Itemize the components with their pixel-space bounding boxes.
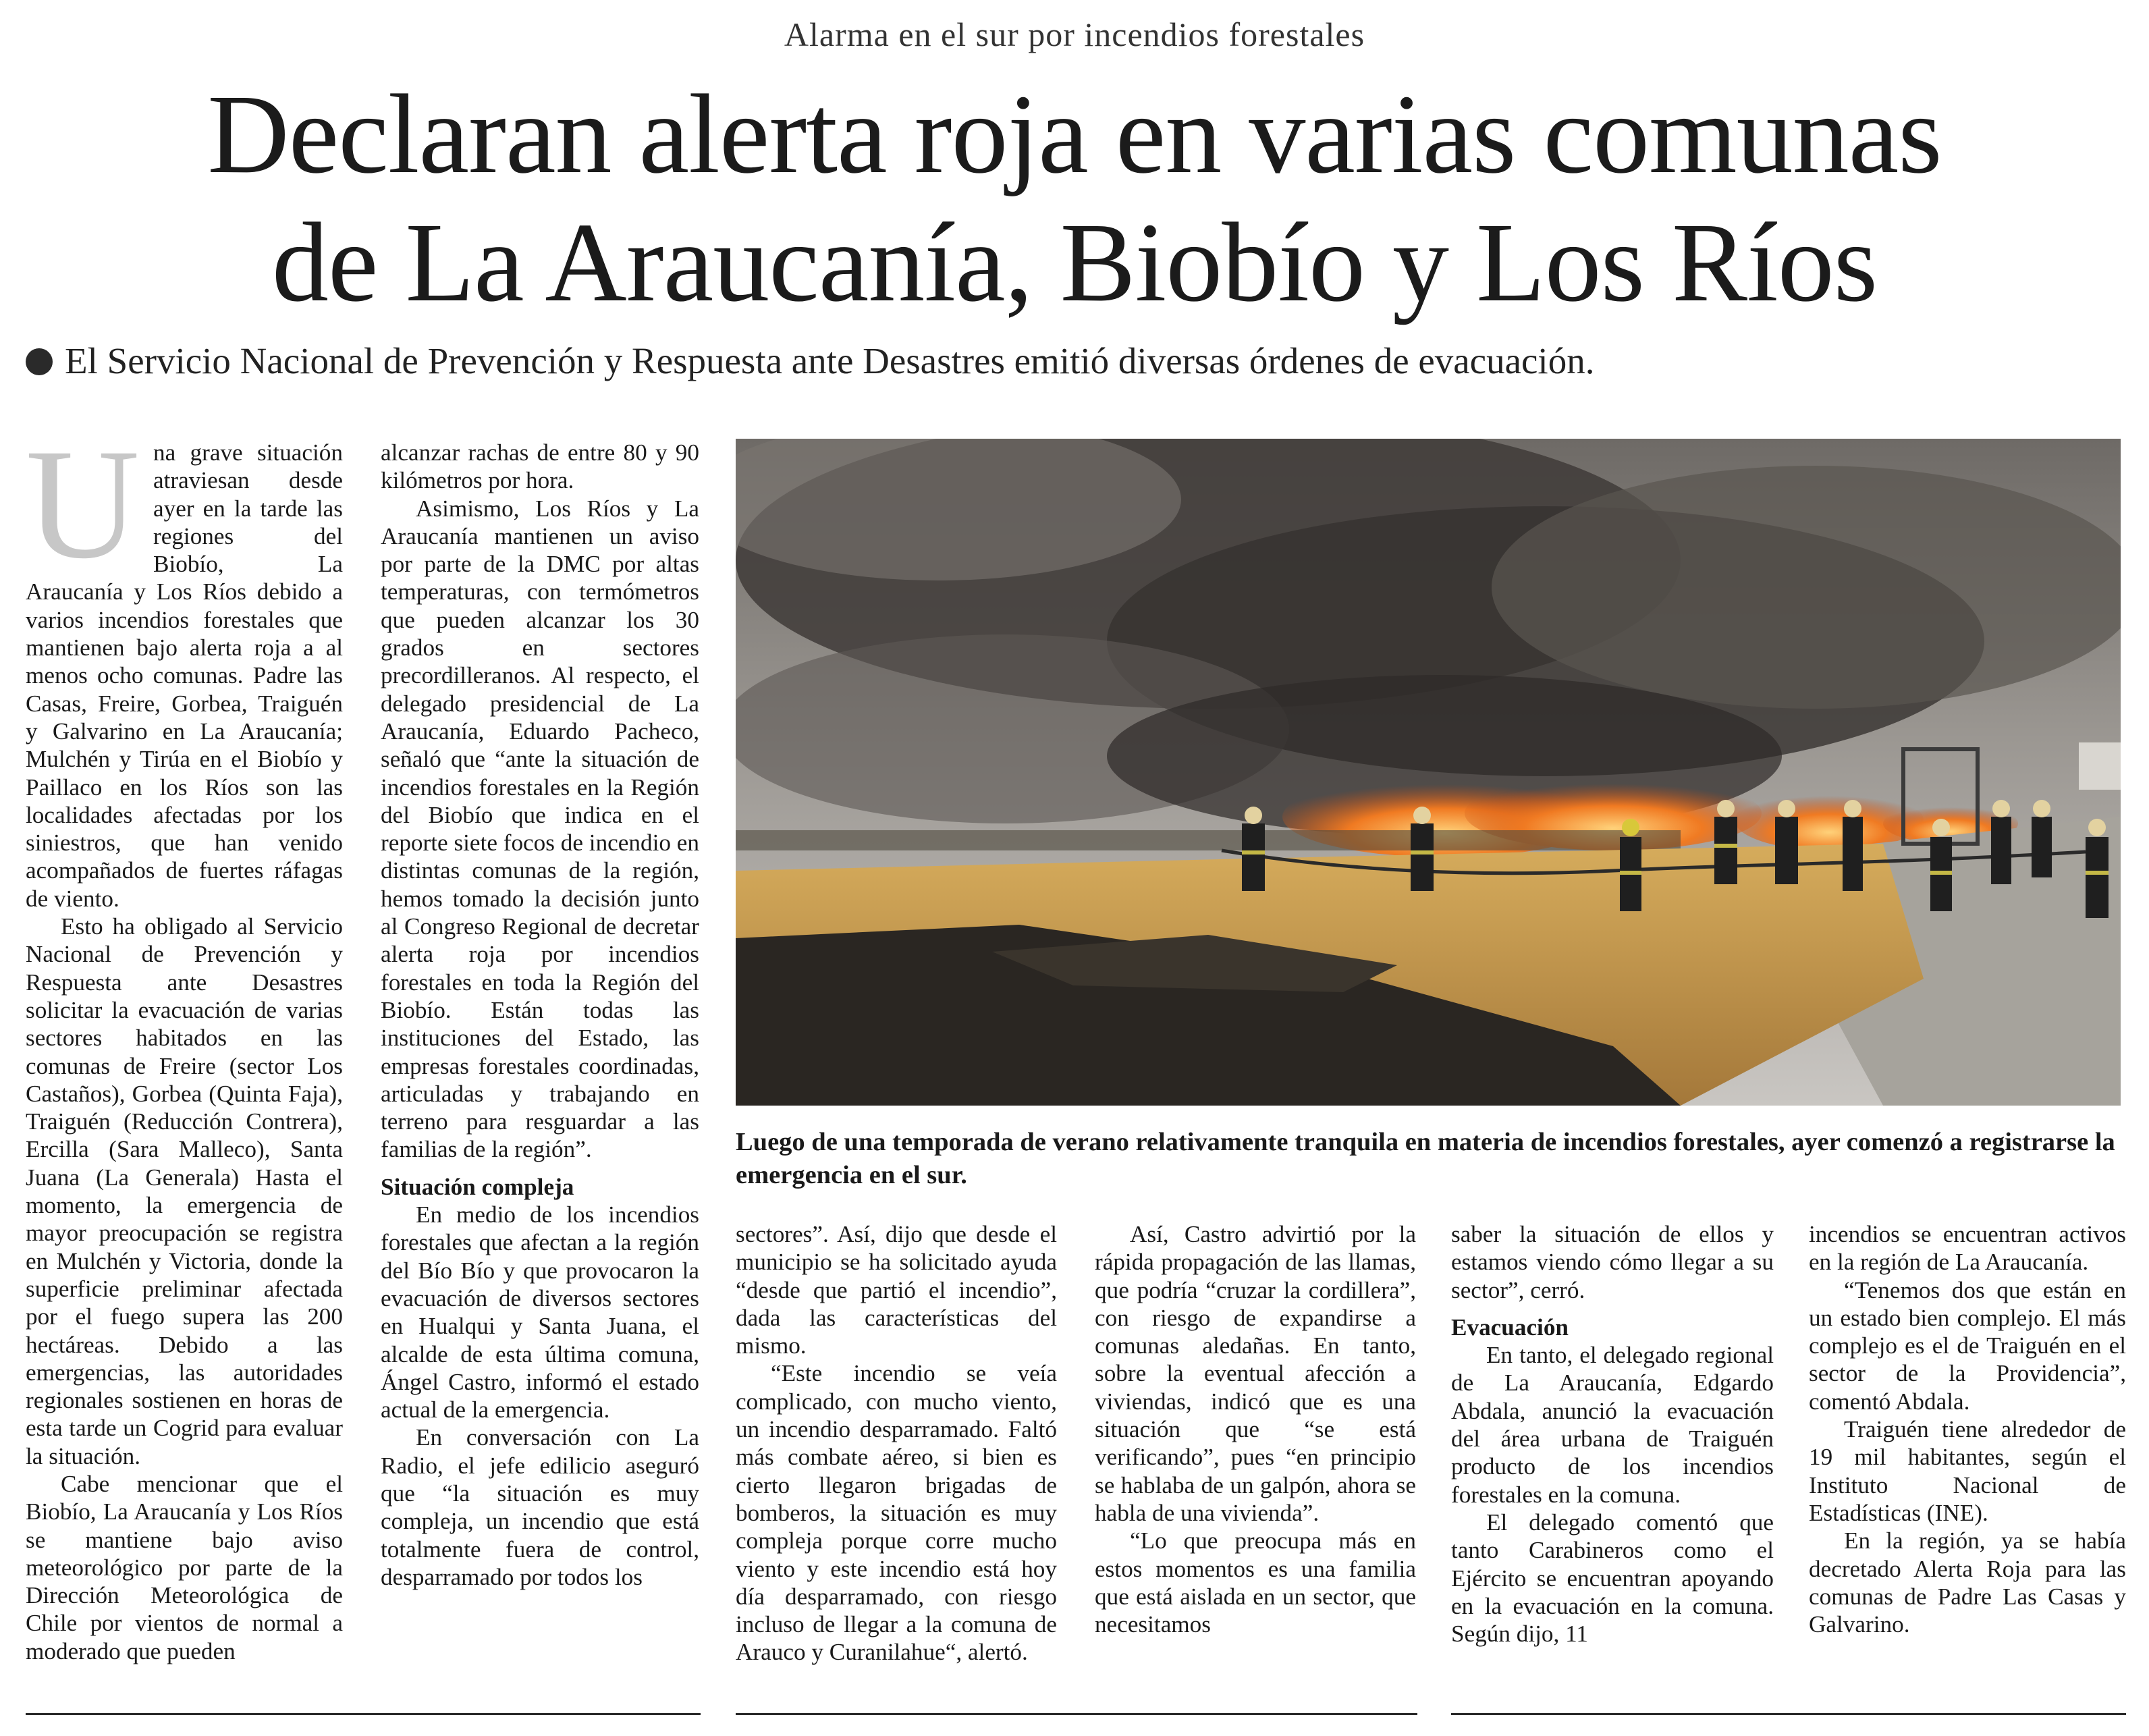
article-headline <box>0 70 2149 327</box>
paragraph: En la región, ya se había decretado Alerta Roja para las comunas de Padre Las Casas y Galvarino. <box>1809 1527 2126 1638</box>
paragraph: na grave situación atraviesan desde ayer en la tarde las regiones del Biobío, La Araucanía y Los Ríos debido a varios incendios forestales que mantienen bajo alerta roja a al menos ocho comunas. Padre las Casas, Freire, Gorbea, Traiguén y Galvarino en La Araucanía; Mulchén y Tirúa en el Biobío y Paillaco en los Ríos son las localidades afectadas por los siniestros, que han venido acompañados de fuertes ráfagas de viento. <box>26 439 343 912</box>
paragraph: “Tenemos dos que están en un estado bien complejo. El más complejo es el de Traiguén en el sector de la Providencia”, comentó Abdala. <box>1809 1276 2126 1415</box>
article-lead <box>26 337 2125 385</box>
bullet-icon <box>26 348 53 375</box>
body-column-6 <box>1809 1220 2126 1713</box>
bottom-rule-left <box>26 1713 701 1715</box>
paragraph: Asimismo, Los Ríos y La Araucanía mantienen un aviso por parte de la DMC por altas temperaturas, con termómetros que pueden alcanzar los 30 grados en sectores precordilleranos. Al respecto, el delegado presidencial de La Araucanía, Eduardo Pacheco, señaló que “ante la situación de incendios forestales en la Región del Biobío que indica en el reporte siete focos de incendio en distintas comunas de la región, hemos tomado la decisión junto al Congreso Regional de decretar alerta roja por incendios forestales en toda la Región del Biobío. Están todas las instituciones del Estado, las empresas forestales coordinadas, articuladas y trabajando en terreno para resguardar a las familias de la región”. <box>381 495 699 1163</box>
subheading: Evacuación <box>1451 1313 1569 1340</box>
article-photo <box>736 439 2121 1106</box>
paragraph: Así, Castro advirtió por la rápida propagación de las llamas, que podría “cruzar la cordillera”, con riesgo de expandirse a comunas aledañas. En tanto, sobre la eventual afección a viviendas, indicó que es una situación que “se está verificando”, pues “en principio se hablaba de un galpón, ahora se habla de una vivienda”. <box>1095 1221 1416 1526</box>
paragraph: Cabe mencionar que el Biobío, La Araucanía y Los Ríos se mantiene bajo aviso meteorológico por parte de la Dirección Meteorológica de Chile por vientos de normal a moderado que pueden <box>26 1470 343 1664</box>
paragraph: “Este incendio se veía complicado, con mucho viento, un incendio desparramado. Faltó más combate aéreo, si bien es cierto llegaron brigadas de bomberos, la situación es muy compleja porque corre mucho viento y este incendio está hoy día desparramado, con riesgo incluso de llegar a la comuna de Arauco y Curanilahue“, alertó. <box>736 1360 1057 1666</box>
paragraph: saber la situación de ellos y estamos viendo cómo llegar a su sector”, cerró. <box>1451 1221 1774 1303</box>
paragraph: “Lo que preocupa más en estos momentos es una familia que está aislada en un sector, que necesitamos <box>1095 1527 1416 1638</box>
paragraph: alcanzar rachas de entre 80 y 90 kilómetros por hora. <box>381 439 699 494</box>
article-kicker: Alarma en el sur por incendios forestales <box>784 16 1365 53</box>
subheading: Situación compleja <box>381 1173 574 1200</box>
drop-cap: U <box>26 416 140 591</box>
headline-line-2: de La Araucanía, Biobío y Los Ríos <box>271 200 1878 325</box>
paragraph: Traiguén tiene alrededor de 19 mil habitantes, según el Instituto Nacional de Estadísticas (INE). <box>1809 1416 2126 1526</box>
body-column-5 <box>1451 1220 1774 1713</box>
headline-line-1: Declaran alerta roja en varias comunas <box>207 72 1942 197</box>
photo-caption: Luego de una temporada de verano relativamente tranquila en materia de incendios forestales, ayer comenzó a registrarse la emergencia en el sur. <box>736 1128 2115 1189</box>
body-column-3 <box>736 1220 1057 1713</box>
body-column-4 <box>1095 1220 1416 1713</box>
paragraph: En conversación con La Radio, el jefe edilicio aseguró que “la situación es muy compleja, un incendio que está totalmente fuera de control, desparramado por todos los <box>381 1424 699 1590</box>
paragraph: incendios se encuentran activos en la región de La Araucanía. <box>1809 1221 2126 1276</box>
paragraph: En medio de los incendios forestales que afectan a la región del Bío Bío y que provocaron la evacuación de diversos sectores en Hualqui y Santa Juana, el alcalde de esta última comuna, Ángel Castro, informó el estado actual de la emergencia. <box>381 1201 699 1423</box>
bottom-rule-middle <box>736 1713 1417 1715</box>
paragraph: El delegado comentó que tanto Carabineros como el Ejército se encuentran apoyando en la evacuación en la comuna. Según dijo, 11 <box>1451 1509 1774 1648</box>
bottom-rule-right <box>1451 1713 2126 1715</box>
paragraph: Esto ha obligado al Servicio Nacional de Prevención y Respuesta ante Desastres solicitar la evacuación de varias sectores habitados en las comunas de Freire (sector Los Castaños), Gorbea (Quinta Faja), Traiguén (Reducción Contrera), Ercilla (Sara Malleco), Santa Juana (La Generala) Hasta el momento, la emergencia de mayor preocupación se registra en Mulchén y Victoria, donde la superficie preliminar afectada por el fuego supera las 200 hectáreas. Debido a las emergencias, las autoridades regionales sostienen en horas de esta tarde un Cogrid para evaluar la situación. <box>26 913 343 1469</box>
wildfire-photo <box>736 439 2121 1106</box>
paragraph: En tanto, el delegado regional de La Araucanía, Edgardo Abdala, anunció la evacuación del área urbana de Traiguén producto de los incendios forestales en la comuna. <box>1451 1342 1774 1508</box>
lead-text: El Servicio Nacional de Prevención y Respuesta ante Desastres emitió diversas órdenes de evacuación. <box>65 340 1595 381</box>
paragraph: sectores”. Así, dijo que desde el municipio se ha solicitado ayuda “desde que partió el incendio”, dada las características del mismo. <box>736 1221 1057 1359</box>
body-column-1 <box>26 416 343 1708</box>
body-column-2 <box>381 439 699 1708</box>
